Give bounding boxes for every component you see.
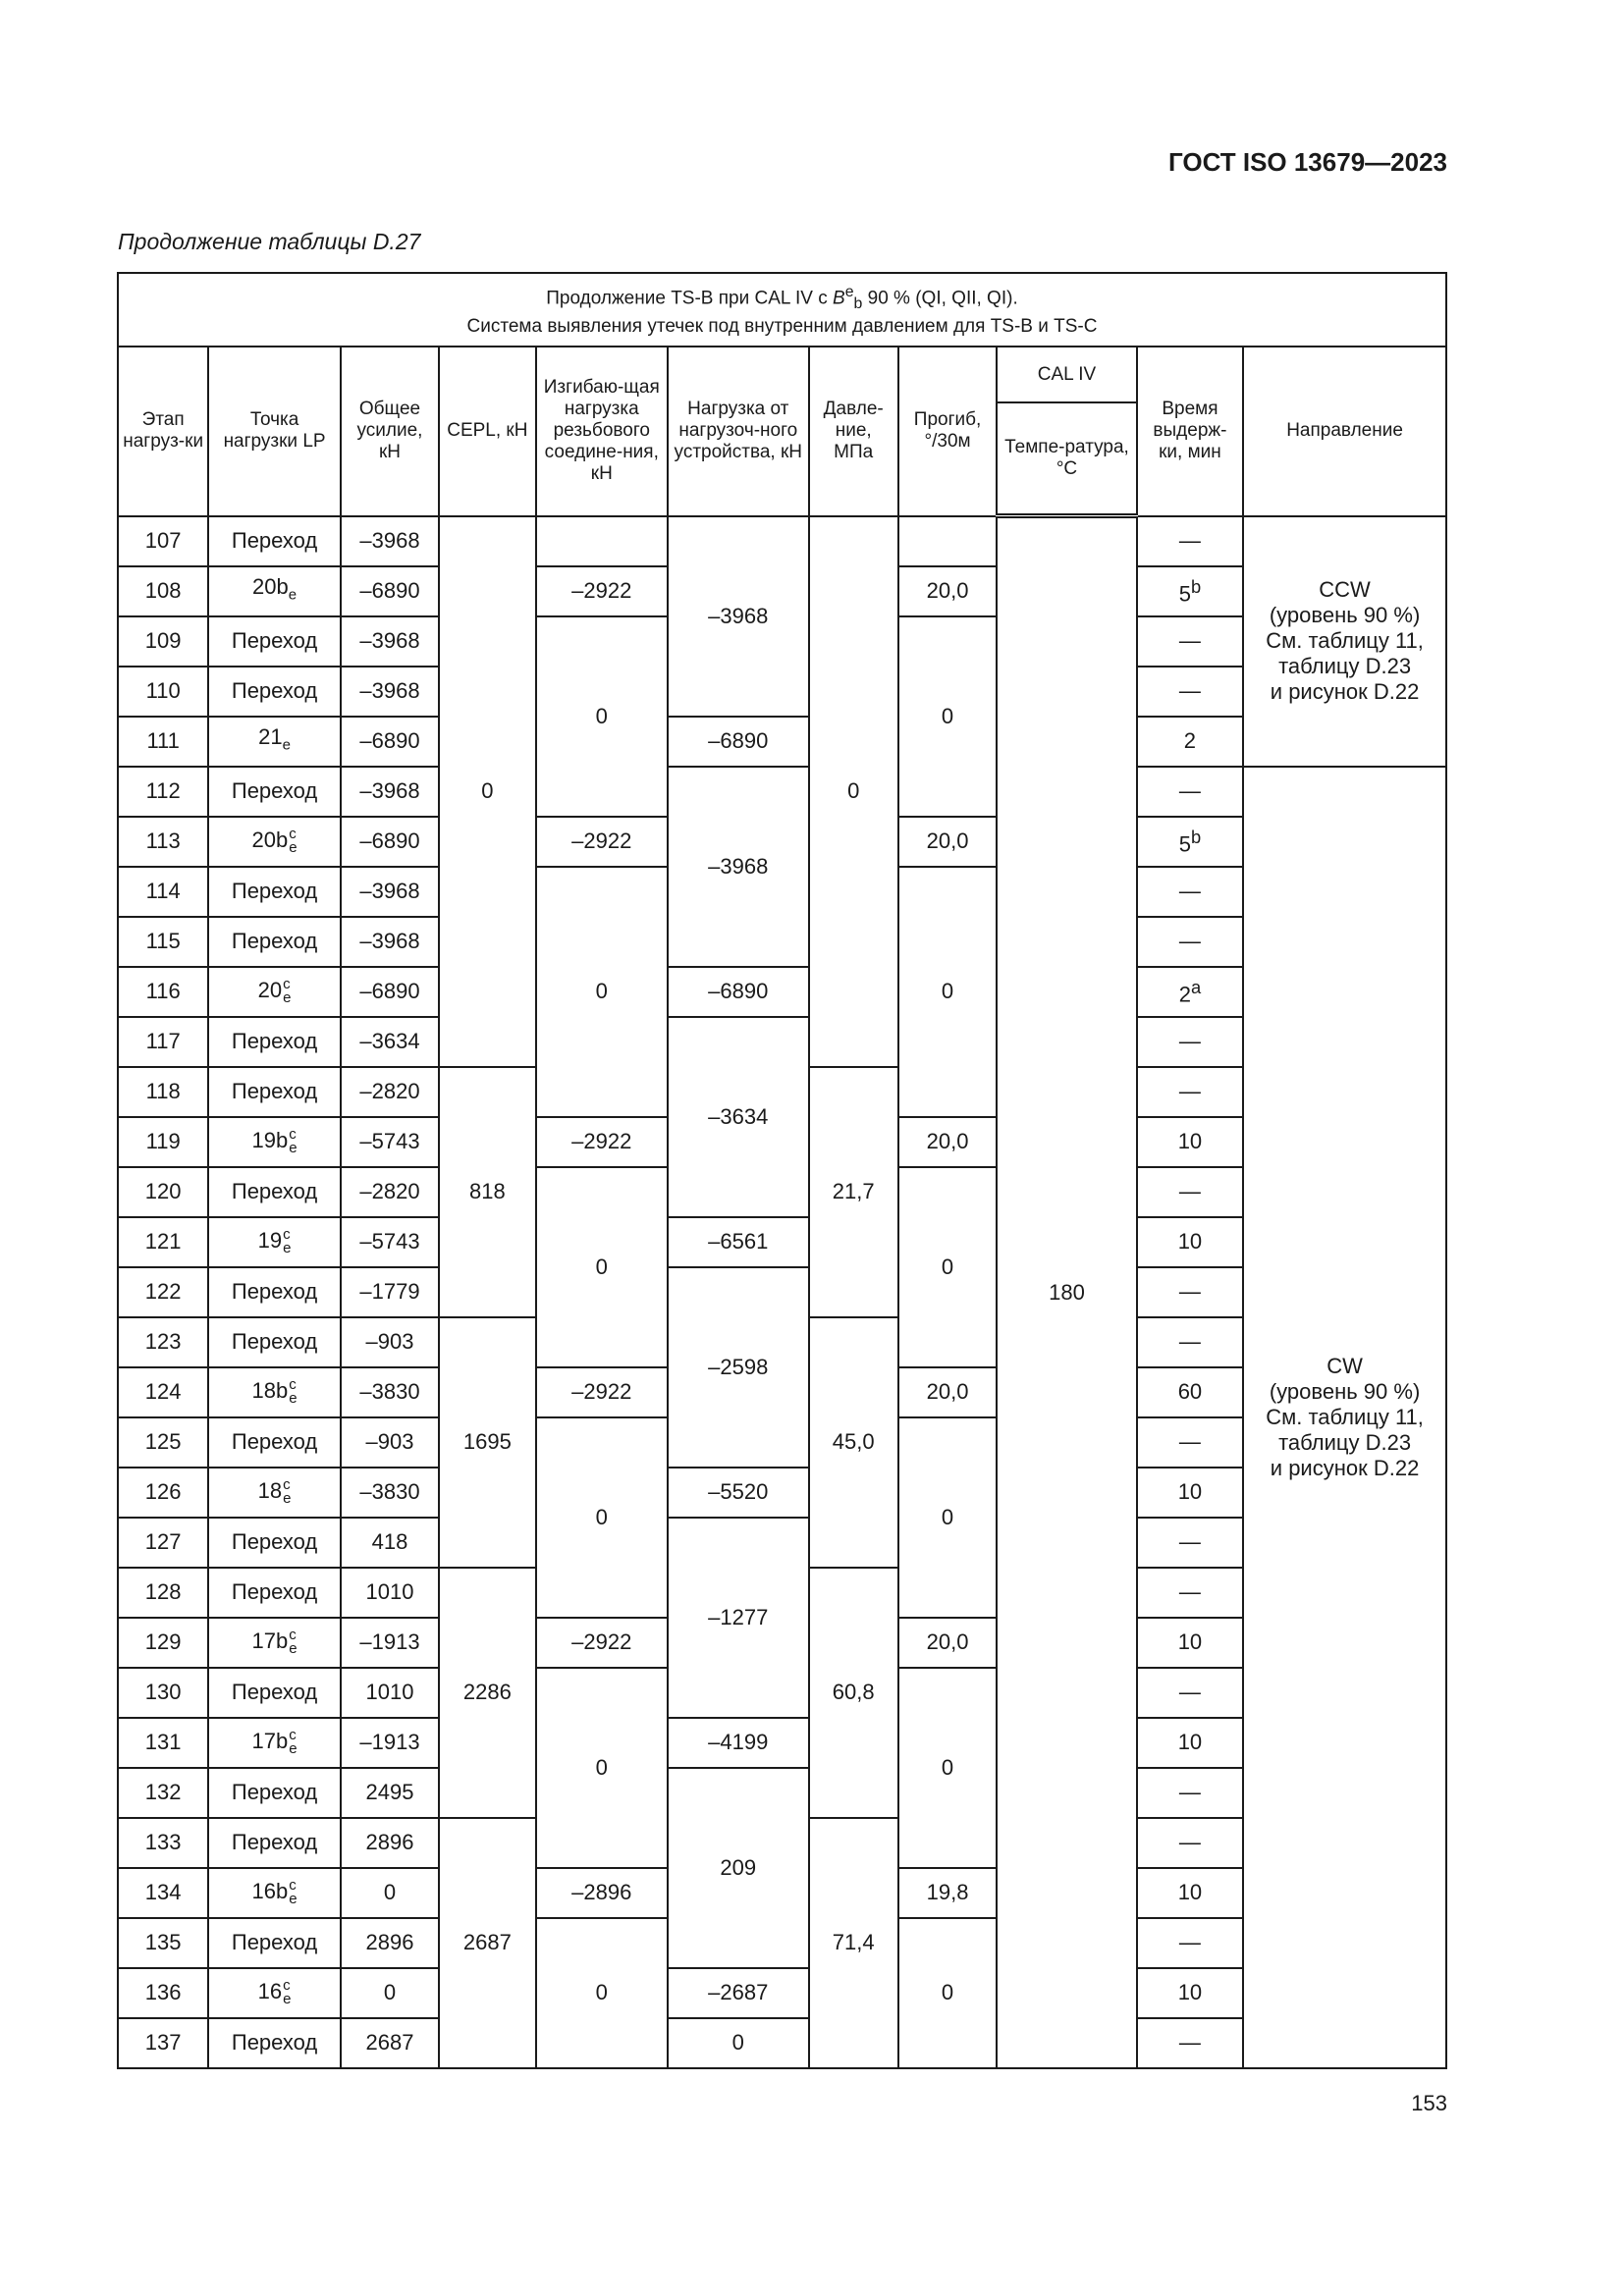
total-force-cell: 1010 — [341, 1668, 439, 1718]
stage-cell: 113 — [118, 817, 208, 867]
cepl-cell: 0 — [439, 516, 535, 1067]
device-load-cell: –6890 — [668, 717, 809, 767]
load-point-sub: e — [289, 1891, 298, 1908]
device-load-cell: –1277 — [668, 1518, 809, 1718]
bending-load-cell: 0 — [536, 1167, 668, 1367]
stage-cell: 130 — [118, 1668, 208, 1718]
page-number: 153 — [1411, 2091, 1447, 2115]
deflection-cell — [898, 516, 997, 566]
total-force-cell: 2495 — [341, 1768, 439, 1818]
stage-cell: 110 — [118, 667, 208, 717]
total-force-cell: –903 — [341, 1317, 439, 1367]
load-point-sub: e — [283, 1490, 292, 1508]
load-point-sub: e — [289, 1140, 298, 1157]
total-force-cell: –2820 — [341, 1167, 439, 1217]
stage-cell: 116 — [118, 967, 208, 1017]
device-load-cell: –6561 — [668, 1217, 809, 1267]
device-load-cell: –2598 — [668, 1267, 809, 1468]
load-point-cell — [208, 967, 340, 1017]
load-point-cell — [208, 1968, 340, 2018]
load-point-cell — [208, 2018, 340, 2068]
hold-time-value: — — [1178, 528, 1201, 553]
hold-time-value: — — [1178, 1029, 1201, 1053]
col-header-cepl: CEPL, кН — [439, 347, 535, 516]
load-point-cell — [208, 1067, 340, 1117]
load-schedule-table — [117, 272, 1447, 2069]
stage-cell: 137 — [118, 2018, 208, 2068]
load-point-sup: c — [283, 1977, 291, 1995]
hold-time-cell — [1137, 616, 1243, 667]
device-load-cell: –4199 — [668, 1718, 809, 1768]
load-point-base: Переход — [231, 528, 318, 553]
table-body — [118, 516, 1446, 2068]
device-load-cell: –6890 — [668, 967, 809, 1017]
hold-time-cell — [1137, 1718, 1243, 1768]
hold-time-value: — — [1178, 778, 1201, 803]
hold-time-cell — [1137, 2018, 1243, 2068]
hold-time-value: — — [1178, 929, 1201, 953]
load-point-base: Переход — [231, 628, 318, 653]
hold-time-value: — — [1178, 1680, 1201, 1704]
load-point-cell — [208, 1217, 340, 1267]
load-point-base: 16b — [251, 1878, 289, 1903]
stage-cell: 136 — [118, 1968, 208, 2018]
hold-time-footnote: b — [1190, 576, 1202, 598]
total-force-cell: –3968 — [341, 667, 439, 717]
deflection-cell: 20,0 — [898, 1618, 997, 1668]
stage-cell: 118 — [118, 1067, 208, 1117]
load-point-sub: e — [283, 989, 292, 1007]
stage-cell: 128 — [118, 1568, 208, 1618]
stage-cell: 133 — [118, 1818, 208, 1868]
total-force-cell: –3830 — [341, 1367, 439, 1417]
hold-time-cell — [1137, 1417, 1243, 1468]
bending-load-cell: –2922 — [536, 566, 668, 616]
direction-line: См. таблицу 11, — [1266, 628, 1424, 653]
total-force-cell: –3968 — [341, 767, 439, 817]
device-load-cell: –5520 — [668, 1468, 809, 1518]
stage-cell: 109 — [118, 616, 208, 667]
hold-time-value: 5 — [1178, 581, 1191, 607]
device-load-cell: 209 — [668, 1768, 809, 1968]
pressure-cell: 0 — [809, 516, 898, 1067]
total-force-cell: –2820 — [341, 1067, 439, 1117]
deflection-cell: 19,8 — [898, 1868, 997, 1918]
load-point-cell — [208, 1668, 340, 1718]
total-force-cell: –3968 — [341, 516, 439, 566]
deflection-cell: 0 — [898, 1668, 997, 1868]
load-point-sup: c — [289, 1877, 297, 1895]
stage-cell: 115 — [118, 917, 208, 967]
device-load-cell: 0 — [668, 2018, 809, 2068]
direction-line: таблицу D.23 — [1278, 654, 1412, 678]
deflection-cell: 20,0 — [898, 1117, 997, 1167]
table-title-symbol-sub: b — [853, 295, 863, 313]
load-point-cell — [208, 1317, 340, 1367]
total-force-cell: 0 — [341, 1968, 439, 2018]
load-point-sub: e — [288, 586, 298, 604]
load-point-base: Переход — [231, 929, 318, 953]
col-header-hold: Время выдерж-ки, мин — [1137, 347, 1243, 516]
load-point-cell — [208, 1468, 340, 1518]
table-title-symbol: B — [833, 288, 845, 309]
stage-cell: 114 — [118, 867, 208, 917]
load-point-sup: c — [289, 1126, 297, 1144]
hold-time-cell — [1137, 767, 1243, 817]
total-force-cell: 2687 — [341, 2018, 439, 2068]
load-point-cell — [208, 717, 340, 767]
hold-time-cell — [1137, 1668, 1243, 1718]
hold-time-cell — [1137, 516, 1243, 566]
direction-line: См. таблицу 11, — [1266, 1404, 1424, 1429]
col-header-temperature: Темпе-ратура, °C — [997, 402, 1137, 516]
total-force-cell: 0 — [341, 1868, 439, 1918]
hold-time-cell — [1137, 1768, 1243, 1818]
direction-line: и рисунок D.22 — [1270, 1455, 1420, 1480]
load-point-cell — [208, 1618, 340, 1668]
hold-time-cell — [1137, 1518, 1243, 1568]
bending-load-cell: 0 — [536, 1417, 668, 1618]
load-point-base: Переход — [231, 1579, 318, 1604]
load-point-sup: c — [289, 826, 297, 843]
load-point-base: 21 — [258, 723, 283, 749]
stage-cell: 122 — [118, 1267, 208, 1317]
load-point-cell — [208, 667, 340, 717]
load-point-sup: c — [283, 1476, 291, 1494]
table-title — [118, 273, 1446, 347]
stage-cell: 117 — [118, 1017, 208, 1067]
col-header-stage: Этап нагруз-ки — [118, 347, 208, 516]
load-point-base: Переход — [231, 1930, 318, 1954]
col-header-cal-group: CAL IV — [997, 347, 1137, 402]
total-force-cell: –3968 — [341, 616, 439, 667]
col-header-deflection: Прогиб, °/30м — [898, 347, 997, 516]
direction-cell — [1243, 516, 1446, 767]
load-point-cell — [208, 1518, 340, 1568]
total-force-cell: –6890 — [341, 566, 439, 616]
pressure-cell: 60,8 — [809, 1568, 898, 1818]
deflection-cell: 0 — [898, 616, 997, 817]
deflection-cell: 20,0 — [898, 566, 997, 616]
direction-cell — [1243, 767, 1446, 2068]
hold-time-value: — — [1178, 2030, 1201, 2055]
stage-cell: 108 — [118, 566, 208, 616]
hold-time-value: 10 — [1177, 1229, 1203, 1254]
hold-time-cell — [1137, 1818, 1243, 1868]
hold-time-value: 10 — [1177, 1629, 1203, 1654]
hold-time-value: 10 — [1177, 1479, 1203, 1504]
load-point-sub: e — [289, 839, 298, 857]
load-point-base: Переход — [231, 1780, 318, 1804]
pressure-cell: 45,0 — [809, 1317, 898, 1568]
hold-time-cell — [1137, 1618, 1243, 1668]
stage-cell: 126 — [118, 1468, 208, 1518]
hold-time-value: 5 — [1178, 831, 1191, 857]
hold-time-value: 2 — [1178, 982, 1191, 1007]
load-point-base: 20b — [252, 573, 289, 599]
direction-line: (уровень 90 %) — [1269, 1378, 1421, 1404]
load-point-base: 19 — [257, 1227, 283, 1253]
hold-time-value: — — [1178, 678, 1201, 703]
load-point-base: Переход — [231, 1329, 318, 1354]
hold-time-cell — [1137, 917, 1243, 967]
load-point-cell — [208, 1167, 340, 1217]
load-point-base: 17b — [251, 1728, 289, 1753]
hold-time-value: — — [1178, 1079, 1201, 1103]
load-point-base: 18 — [257, 1477, 283, 1503]
table-caption: Продолжение таблицы D.27 — [118, 229, 421, 254]
load-point-base: Переход — [231, 879, 318, 903]
total-force-cell: –3634 — [341, 1017, 439, 1067]
load-point-cell — [208, 1818, 340, 1868]
hold-time-value: — — [1178, 879, 1201, 903]
load-point-sup: c — [283, 1226, 291, 1244]
bending-load-cell — [536, 516, 668, 566]
load-point-sup: c — [289, 1727, 297, 1744]
col-header-device: Нагрузка от нагрузоч-ного устройства, кН — [668, 347, 809, 516]
hold-time-cell — [1137, 1317, 1243, 1367]
stage-cell: 123 — [118, 1317, 208, 1367]
stage-cell: 121 — [118, 1217, 208, 1267]
deflection-cell: 0 — [898, 867, 997, 1117]
direction-line: CW — [1326, 1353, 1363, 1378]
bending-load-cell: 0 — [536, 1668, 668, 1868]
load-point-cell — [208, 1367, 340, 1417]
direction-line: и рисунок D.22 — [1270, 679, 1420, 704]
load-point-base: 16 — [257, 1978, 283, 2003]
load-point-cell — [208, 1768, 340, 1818]
hold-time-cell — [1137, 1267, 1243, 1317]
table-row — [118, 767, 1446, 817]
hold-time-value: — — [1178, 1830, 1201, 1854]
stage-cell: 119 — [118, 1117, 208, 1167]
total-force-cell: 1010 — [341, 1568, 439, 1618]
hold-time-value: — — [1178, 1279, 1201, 1304]
load-point-sup: c — [289, 1376, 297, 1394]
load-point-sub: e — [289, 1640, 298, 1658]
table-title-line2: Система выявления утечек под внутренним давлением для TS-B и TS-C — [466, 315, 1098, 337]
load-point-sub: e — [289, 1740, 298, 1758]
hold-time-footnote: a — [1190, 977, 1202, 998]
hold-time-cell — [1137, 867, 1243, 917]
load-point-cell — [208, 1568, 340, 1618]
device-load-cell: –3968 — [668, 767, 809, 967]
hold-time-value: — — [1178, 628, 1201, 653]
bending-load-cell: –2922 — [536, 1367, 668, 1417]
hold-time-cell — [1137, 817, 1243, 867]
bending-load-cell: 0 — [536, 1918, 668, 2068]
bending-load-cell: 0 — [536, 616, 668, 817]
load-point-cell — [208, 817, 340, 867]
hold-time-cell — [1137, 967, 1243, 1017]
hold-time-value: — — [1178, 1329, 1201, 1354]
hold-time-value: 10 — [1177, 1880, 1203, 1904]
load-point-cell — [208, 616, 340, 667]
load-point-sup: c — [289, 1627, 297, 1644]
load-point-base: Переход — [231, 1429, 318, 1454]
hold-time-value: 10 — [1177, 1980, 1203, 2004]
total-force-cell: –3968 — [341, 917, 439, 967]
stage-cell: 120 — [118, 1167, 208, 1217]
cepl-cell: 2687 — [439, 1818, 535, 2068]
total-force-cell: –1779 — [341, 1267, 439, 1317]
bending-load-cell: 0 — [536, 867, 668, 1117]
temperature-cell: 180 — [997, 516, 1137, 2068]
device-load-cell: –3968 — [668, 516, 809, 717]
hold-time-cell — [1137, 566, 1243, 616]
load-point-base: Переход — [231, 1830, 318, 1854]
deflection-cell: 0 — [898, 1417, 997, 1618]
stage-cell: 132 — [118, 1768, 208, 1818]
load-point-cell — [208, 867, 340, 917]
hold-time-value: — — [1178, 1579, 1201, 1604]
stage-cell: 124 — [118, 1367, 208, 1417]
load-point-cell — [208, 1718, 340, 1768]
load-point-base: Переход — [231, 1079, 318, 1103]
direction-line: (уровень 90 %) — [1269, 603, 1421, 627]
load-point-cell — [208, 1417, 340, 1468]
total-force-cell: –1913 — [341, 1618, 439, 1668]
total-force-cell: –3968 — [341, 867, 439, 917]
hold-time-value: 60 — [1177, 1379, 1203, 1404]
hold-time-cell — [1137, 1017, 1243, 1067]
load-point-base: 20 — [257, 977, 283, 1002]
hold-time-footnote: b — [1190, 827, 1202, 848]
hold-time-cell — [1137, 1217, 1243, 1267]
bending-load-cell: –2922 — [536, 1618, 668, 1668]
hold-time-value: — — [1178, 1930, 1201, 1954]
load-point-base: Переход — [231, 1279, 318, 1304]
table-row — [118, 516, 1446, 566]
load-point-base: Переход — [231, 778, 318, 803]
table-title-line1-post: 90 % (QI, QII, QI). — [862, 288, 1018, 309]
stage-cell: 125 — [118, 1417, 208, 1468]
load-point-sup: c — [283, 976, 291, 993]
hold-time-cell — [1137, 1918, 1243, 1968]
pressure-cell: 21,7 — [809, 1067, 898, 1317]
load-point-cell — [208, 767, 340, 817]
deflection-cell: 0 — [898, 1918, 997, 2068]
hold-time-cell — [1137, 1367, 1243, 1417]
hold-time-value: — — [1178, 1179, 1201, 1203]
load-point-sub: e — [282, 736, 291, 754]
load-point-base: 20b — [251, 827, 289, 852]
hold-time-cell — [1137, 1968, 1243, 2018]
total-force-cell: –5743 — [341, 1117, 439, 1167]
hold-time-value: 2 — [1183, 728, 1197, 753]
load-point-cell — [208, 1017, 340, 1067]
pressure-cell: 71,4 — [809, 1818, 898, 2068]
load-point-cell — [208, 1918, 340, 1968]
total-force-cell: –3830 — [341, 1468, 439, 1518]
hold-time-value: — — [1178, 1529, 1201, 1554]
device-load-cell: –2687 — [668, 1968, 809, 2018]
hold-time-cell — [1137, 1868, 1243, 1918]
total-force-cell: –6890 — [341, 967, 439, 1017]
total-force-cell: –5743 — [341, 1217, 439, 1267]
stage-cell: 135 — [118, 1918, 208, 1968]
load-point-base: 19b — [251, 1127, 289, 1152]
total-force-cell: –903 — [341, 1417, 439, 1468]
stage-cell: 134 — [118, 1868, 208, 1918]
hold-time-cell — [1137, 1568, 1243, 1618]
load-point-sub: e — [283, 1240, 292, 1257]
col-header-bending: Изгибаю-щая нагрузка резьбового соедине-ния, кН — [536, 347, 668, 516]
hold-time-cell — [1137, 717, 1243, 767]
col-header-pressure: Давле-ние, МПа — [809, 347, 898, 516]
load-point-cell — [208, 566, 340, 616]
load-point-base: Переход — [231, 1029, 318, 1053]
total-force-cell: –1913 — [341, 1718, 439, 1768]
table-title-line1-pre: Продолжение TS-B при CAL IV с — [546, 288, 834, 309]
bending-load-cell: –2896 — [536, 1868, 668, 1918]
cepl-cell: 818 — [439, 1067, 535, 1317]
hold-time-value: — — [1178, 1429, 1201, 1454]
load-point-base: 17b — [251, 1628, 289, 1653]
hold-time-cell — [1137, 1167, 1243, 1217]
deflection-cell: 20,0 — [898, 817, 997, 867]
load-point-sub: e — [283, 1991, 292, 2008]
hold-time-value: 10 — [1177, 1730, 1203, 1754]
load-point-cell — [208, 917, 340, 967]
load-point-cell — [208, 516, 340, 566]
document-standard-header: ГОСТ ISO 13679—2023 — [1167, 147, 1447, 177]
col-header-direction: Направление — [1243, 347, 1446, 516]
total-force-cell: 2896 — [341, 1818, 439, 1868]
load-point-cell — [208, 1868, 340, 1918]
stage-cell: 107 — [118, 516, 208, 566]
hold-time-value: — — [1178, 1780, 1201, 1804]
cepl-cell: 1695 — [439, 1317, 535, 1568]
load-point-base: Переход — [231, 1680, 318, 1704]
stage-cell: 131 — [118, 1718, 208, 1768]
load-point-cell — [208, 1267, 340, 1317]
stage-cell: 127 — [118, 1518, 208, 1568]
direction-line: таблицу D.23 — [1278, 1429, 1412, 1455]
direction-line: CCW — [1319, 577, 1371, 602]
hold-time-cell — [1137, 1468, 1243, 1518]
load-point-sub: e — [289, 1390, 298, 1408]
device-load-cell: –3634 — [668, 1017, 809, 1217]
load-point-base: Переход — [231, 1529, 318, 1554]
stage-cell: 111 — [118, 717, 208, 767]
hold-time-value: 10 — [1177, 1129, 1203, 1153]
deflection-cell: 0 — [898, 1167, 997, 1367]
total-force-cell: –6890 — [341, 817, 439, 867]
deflection-cell: 20,0 — [898, 1367, 997, 1417]
total-force-cell: 2896 — [341, 1918, 439, 1968]
hold-time-cell — [1137, 1067, 1243, 1117]
stage-cell: 112 — [118, 767, 208, 817]
load-point-base: 18b — [251, 1377, 289, 1403]
bending-load-cell: –2922 — [536, 1117, 668, 1167]
cepl-cell: 2286 — [439, 1568, 535, 1818]
hold-time-cell — [1137, 667, 1243, 717]
stage-cell: 129 — [118, 1618, 208, 1668]
load-point-base: Переход — [231, 2030, 318, 2055]
total-force-cell: 418 — [341, 1518, 439, 1568]
load-point-base: Переход — [231, 678, 318, 703]
col-header-point: Точка нагрузки LP — [208, 347, 340, 516]
table-title-symbol-sup: e — [844, 284, 854, 301]
hold-time-cell — [1137, 1117, 1243, 1167]
load-point-cell — [208, 1117, 340, 1167]
load-point-base: Переход — [231, 1179, 318, 1203]
total-force-cell: –6890 — [341, 717, 439, 767]
col-header-total: Общее усилие, кН — [341, 347, 439, 516]
bending-load-cell: –2922 — [536, 817, 668, 867]
